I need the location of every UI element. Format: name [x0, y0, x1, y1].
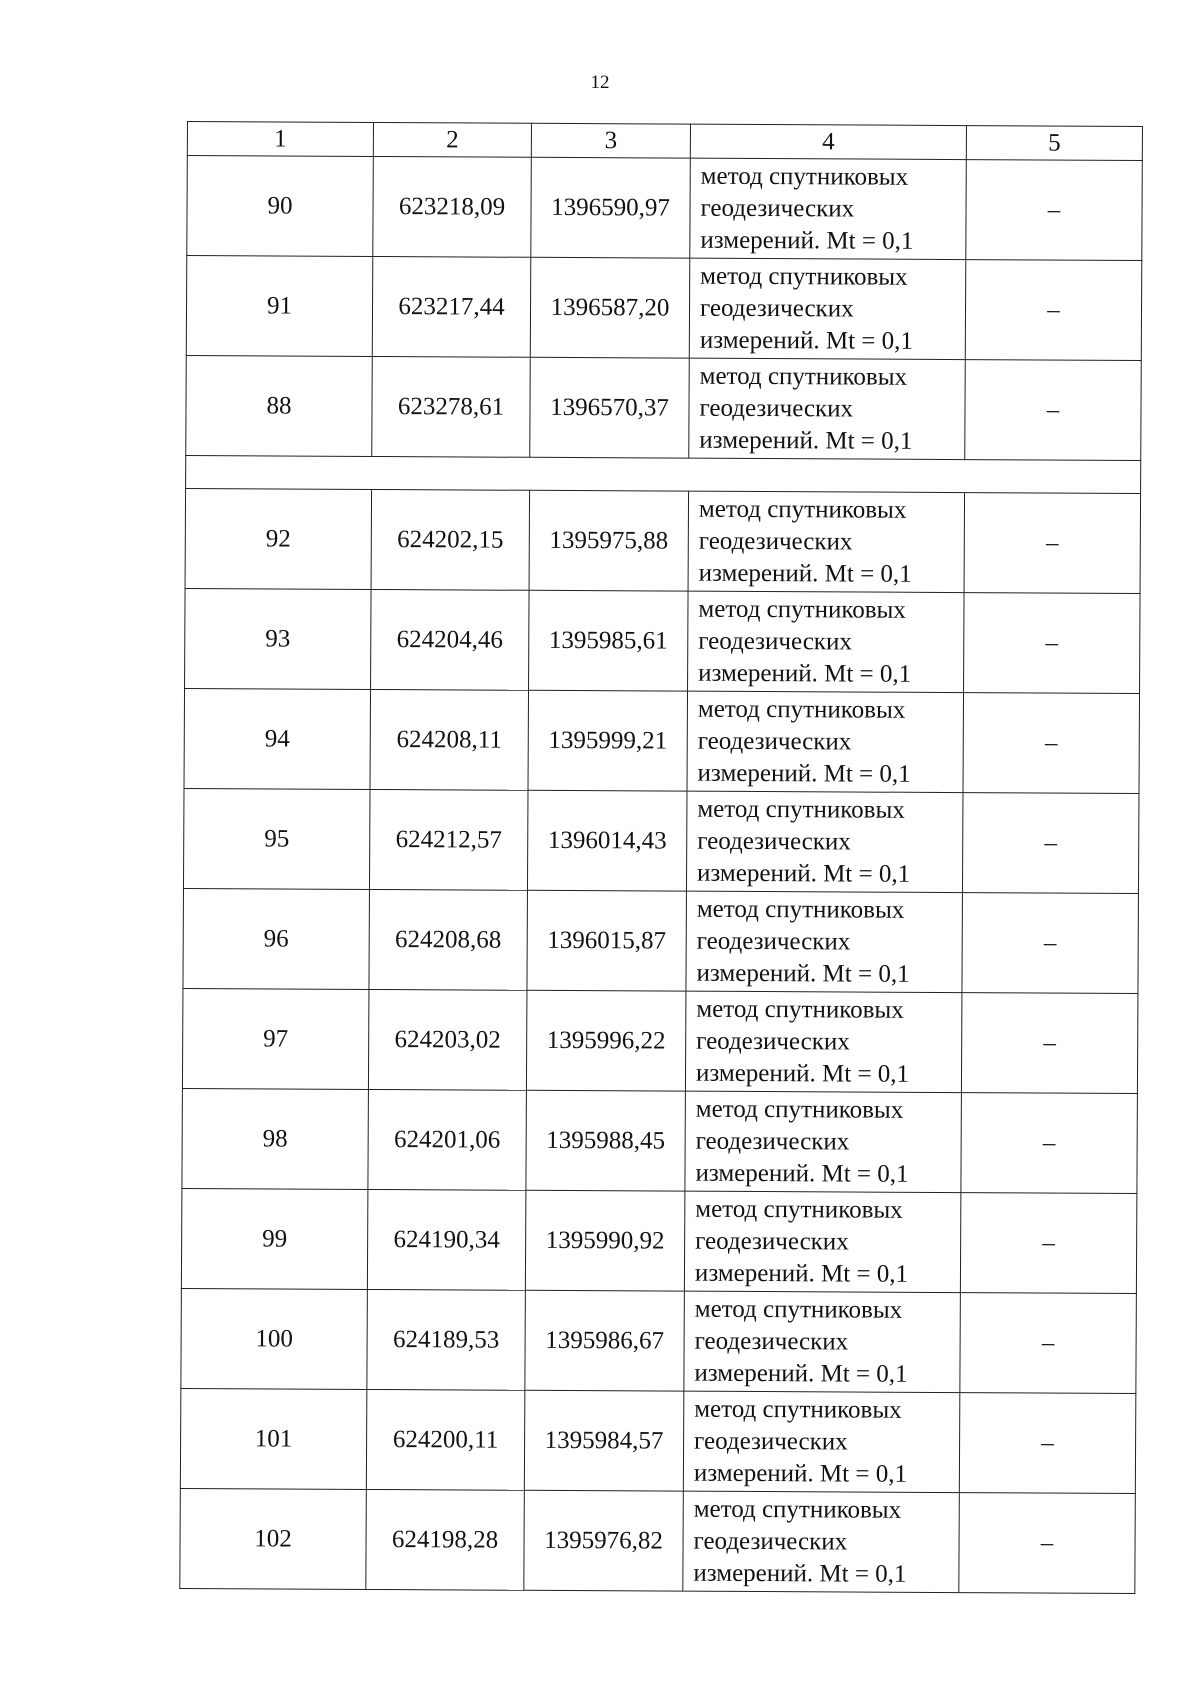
method-line: геодезических: [700, 194, 855, 222]
method-cell: [689, 358, 966, 459]
note-cell: –: [959, 1493, 1136, 1594]
note-cell: –: [965, 360, 1142, 461]
x-coordinate-cell: 624198,28: [366, 1489, 525, 1590]
method-cell: [686, 891, 963, 992]
table-row: [182, 1088, 1138, 1193]
method-line: метод спутниковых: [695, 1095, 904, 1124]
method-line: геодезических: [694, 1427, 848, 1455]
y-coordinate-cell: 1395984,57: [524, 1390, 684, 1491]
point-number-cell: 91: [186, 256, 373, 357]
method-cell: [686, 791, 963, 892]
x-coordinate-cell: 623218,09: [373, 156, 532, 257]
note-cell: –: [965, 260, 1142, 361]
table-row: [180, 1488, 1136, 1593]
method-line: геодезических: [698, 527, 853, 555]
method-line: измерений. Mt = 0,1: [693, 1459, 908, 1488]
table-row: [181, 1288, 1137, 1393]
method-line: геодезических: [698, 627, 852, 655]
method-line: измерений. Mt = 0,1: [694, 1359, 908, 1388]
method-cell: [688, 591, 965, 692]
table-row: [182, 988, 1138, 1093]
x-coordinate-cell: 624202,15: [371, 489, 530, 590]
method-cell: [685, 991, 962, 1092]
note-cell: –: [959, 1393, 1136, 1494]
method-line: геодезических: [697, 727, 852, 755]
x-coordinate-cell: 624189,53: [367, 1289, 526, 1390]
y-coordinate-cell: 1396570,37: [530, 357, 690, 458]
table-row: [181, 1188, 1137, 1293]
y-coordinate-cell: 1395986,67: [525, 1290, 685, 1391]
column-header: 5: [966, 126, 1142, 161]
method-line: метод спутниковых: [695, 1195, 903, 1224]
note-cell: –: [962, 793, 1139, 894]
column-header: 1: [187, 122, 373, 157]
method-line: измерений. Mt = 0,1: [698, 559, 912, 588]
method-cell: [690, 158, 967, 259]
x-coordinate-cell: 624200,11: [366, 1389, 525, 1490]
method-line: метод спутниковых: [696, 995, 904, 1024]
method-line: измерений. Mt = 0,1: [697, 759, 911, 788]
coordinates-table: [179, 121, 1143, 1594]
header-row: [187, 122, 1142, 161]
method-line: геодезических: [697, 827, 851, 855]
x-coordinate-cell: 624190,34: [367, 1189, 526, 1290]
table-row: [180, 1388, 1136, 1493]
group-separator-row: [186, 455, 1141, 493]
note-cell: –: [960, 1293, 1137, 1394]
table-row: [184, 688, 1140, 793]
point-number-cell: 92: [185, 488, 372, 589]
y-coordinate-cell: 1396015,87: [527, 890, 687, 991]
point-number-cell: 88: [186, 355, 373, 456]
method-cell: [689, 258, 966, 359]
point-number-cell: 100: [181, 1288, 368, 1389]
method-cell: [683, 1391, 960, 1492]
page-number: 12: [590, 72, 610, 93]
y-coordinate-cell: 1395975,88: [529, 490, 689, 591]
method-cell: [684, 1291, 961, 1392]
point-number-cell: 98: [182, 1088, 369, 1189]
y-coordinate-cell: 1396587,20: [530, 257, 690, 358]
note-cell: –: [961, 993, 1138, 1094]
table-row: [186, 256, 1142, 361]
column-header: 2: [373, 122, 531, 157]
y-coordinate-cell: 1395990,92: [525, 1190, 685, 1291]
point-number-cell: 90: [187, 156, 374, 257]
method-line: измерений. Mt = 0,1: [695, 1059, 910, 1088]
y-coordinate-cell: 1395976,82: [524, 1490, 684, 1591]
method-line: метод спутниковых: [698, 595, 906, 624]
table-row: [187, 156, 1143, 261]
y-coordinate-cell: 1395999,21: [528, 690, 688, 791]
note-cell: –: [964, 493, 1141, 594]
y-coordinate-cell: 1395996,22: [526, 990, 686, 1091]
table-row: [183, 788, 1139, 893]
method-line: метод спутниковых: [694, 1395, 902, 1424]
point-number-cell: 96: [183, 888, 370, 989]
y-coordinate-cell: 1396014,43: [527, 790, 687, 891]
method-line: метод спутниковых: [697, 695, 906, 724]
table-row: [185, 488, 1141, 593]
method-line: измерений. Mt = 0,1: [696, 959, 910, 988]
x-coordinate-cell: 624208,68: [369, 889, 528, 990]
point-number-cell: 99: [181, 1188, 368, 1289]
method-line: метод спутниковых: [700, 162, 909, 191]
method-line: геодезических: [696, 1027, 850, 1055]
method-cell: [683, 1491, 960, 1592]
point-number-cell: 93: [185, 588, 372, 689]
x-coordinate-cell: 623217,44: [372, 256, 531, 357]
x-coordinate-cell: 624203,02: [368, 989, 527, 1090]
column-header: 4: [690, 124, 966, 159]
method-line: измерений. Mt = 0,1: [697, 859, 911, 888]
y-coordinate-cell: 1396590,97: [531, 157, 691, 258]
method-cell: [688, 491, 965, 592]
note-cell: –: [963, 693, 1140, 794]
method-line: метод спутниковых: [697, 795, 905, 824]
point-number-cell: 95: [183, 788, 370, 889]
note-cell: –: [962, 893, 1139, 994]
note-cell: –: [964, 593, 1141, 694]
method-line: измерений. Mt = 0,1: [695, 1159, 909, 1188]
point-number-cell: 94: [184, 688, 371, 789]
table-row: [186, 355, 1142, 460]
separator-cell: [186, 455, 1141, 493]
method-cell: [685, 1091, 962, 1192]
point-number-cell: 97: [182, 988, 369, 1089]
table-row: [185, 588, 1141, 693]
y-coordinate-cell: 1395985,61: [529, 590, 689, 691]
table-row: [183, 888, 1139, 993]
x-coordinate-cell: 623278,61: [372, 356, 531, 457]
point-number-cell: 102: [180, 1488, 367, 1589]
method-cell: [684, 1191, 961, 1292]
point-number-cell: 101: [180, 1388, 367, 1489]
method-line: метод спутниковых: [693, 1495, 902, 1524]
method-line: геодезических: [695, 1227, 849, 1255]
method-line: измерений. Mt = 0,1: [693, 1559, 907, 1588]
method-line: измерений. Mt = 0,1: [698, 659, 912, 688]
method-line: измерений. Mt = 0,1: [700, 226, 914, 255]
table-body: [180, 156, 1142, 1594]
method-line: метод спутниковых: [700, 262, 908, 291]
method-line: метод спутниковых: [694, 1295, 903, 1324]
x-coordinate-cell: 624204,46: [371, 589, 530, 690]
x-coordinate-cell: 624208,11: [370, 689, 529, 790]
column-header: 3: [531, 123, 690, 158]
y-coordinate-cell: 1395988,45: [526, 1090, 686, 1191]
method-line: геодезических: [693, 1527, 848, 1555]
note-cell: –: [961, 1093, 1138, 1194]
method-line: измерений. Mt = 0,1: [699, 326, 914, 355]
x-coordinate-cell: 624212,57: [369, 789, 528, 890]
method-line: геодезических: [699, 394, 854, 422]
note-cell: –: [960, 1193, 1137, 1294]
method-cell: [687, 691, 964, 792]
method-line: метод спутниковых: [696, 895, 905, 924]
method-line: метод спутниковых: [698, 495, 907, 524]
method-line: измерений. Mt = 0,1: [699, 426, 913, 455]
method-line: геодезических: [696, 927, 851, 955]
method-line: геодезических: [695, 1127, 850, 1155]
method-line: измерений. Mt = 0,1: [694, 1259, 909, 1288]
method-line: геодезических: [694, 1327, 849, 1355]
method-line: метод спутниковых: [699, 362, 908, 391]
method-line: геодезических: [699, 294, 854, 322]
note-cell: –: [966, 160, 1143, 261]
x-coordinate-cell: 624201,06: [368, 1089, 527, 1190]
